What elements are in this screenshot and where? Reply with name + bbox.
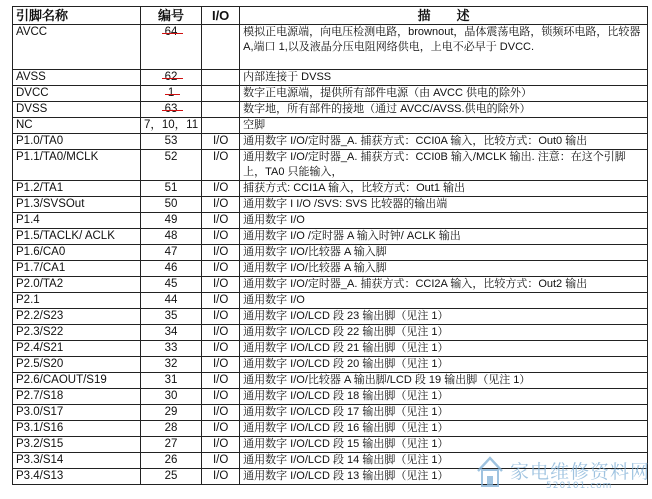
watermark-title: 家电维修资料网 bbox=[510, 461, 651, 483]
description-cell: 通用数字 I/O/定时器_A. 捕获方式：CCI0A 输入，比较方式：Out0 输出 bbox=[240, 134, 648, 150]
header-io: I/O bbox=[202, 7, 240, 25]
description-cell: 通用数字 I/O/定时器_A. 捕获方式：CCI0B 输入/MCLK 输出. 注意：在这个引脚上，TA0 只能输入， bbox=[240, 150, 648, 181]
pin-name-cell: P1.1/TA0/MCLK bbox=[13, 150, 141, 181]
io-cell: I/O bbox=[202, 372, 240, 388]
pin-name-cell: P2.4/S21 bbox=[13, 340, 141, 356]
pin-name-cell: P2.2/S23 bbox=[13, 308, 141, 324]
io-cell: I/O bbox=[202, 134, 240, 150]
pin-number-cell: 45 bbox=[141, 276, 202, 292]
pin-number-cell bbox=[141, 102, 202, 118]
description-cell: 模拟正电源端，向电压检测电路，brownout，晶体震荡电路，锁频环电路，比较器 A,端口 1,以及液晶分压电阻网络供电，上电不必早于 DVCC. bbox=[240, 25, 648, 70]
table-row bbox=[13, 340, 648, 356]
table-row bbox=[13, 372, 648, 388]
description-cell: 通用数字 I/O/LCD 段 14 输出脚（见注 1） bbox=[240, 452, 648, 468]
table-row bbox=[13, 436, 648, 452]
pin-number-cell: 51 bbox=[141, 180, 202, 196]
io-cell: I/O bbox=[202, 150, 240, 181]
pin-number-cell: 29 bbox=[141, 404, 202, 420]
table-row bbox=[13, 292, 648, 308]
io-cell: I/O bbox=[202, 260, 240, 276]
description-cell: 通用数字 I/O /定时器 A 输入时钟/ ACLK 输出 bbox=[240, 228, 648, 244]
pin-name-cell: DVCC bbox=[13, 86, 141, 102]
io-cell bbox=[202, 118, 240, 134]
description-cell: 通用数字 I/O/LCD 段 17 输出脚（见注 1） bbox=[240, 404, 648, 420]
pin-number-cell: 26 bbox=[141, 452, 202, 468]
pin-name-cell: P2.0/TA2 bbox=[13, 276, 141, 292]
pin-name-cell: NC bbox=[13, 118, 141, 134]
io-cell: I/O bbox=[202, 244, 240, 260]
pin-number-cell: 32 bbox=[141, 356, 202, 372]
pin-name-cell: P3.3/S14 bbox=[13, 452, 141, 468]
table-row bbox=[13, 420, 648, 436]
description-cell: 通用数字 I/O/LCD 段 22 输出脚（见注 1） bbox=[240, 324, 648, 340]
pin-number-cell: 35 bbox=[141, 308, 202, 324]
pin-name-cell: P3.0/S17 bbox=[13, 404, 141, 420]
pin-number-cell: 44 bbox=[141, 292, 202, 308]
pin-name-cell: P1.6/CA0 bbox=[13, 244, 141, 260]
description-cell: 数字地，所有部件的接地（通过 AVCC/AVSS.供电的除外） bbox=[240, 102, 648, 118]
header-pin-name: 引脚名称 bbox=[13, 7, 141, 25]
pin-number-cell: 30 bbox=[141, 388, 202, 404]
description-cell: 通用数字 I/O/LCD 段 21 输出脚（见注 1） bbox=[240, 340, 648, 356]
table-row bbox=[13, 404, 648, 420]
pin-name-cell: P2.6/CAOUT/S19 bbox=[13, 372, 141, 388]
table-row bbox=[13, 308, 648, 324]
header-description: 描 述 bbox=[240, 7, 648, 25]
table-row bbox=[13, 196, 648, 212]
pin-name-cell: AVCC bbox=[13, 25, 141, 70]
io-cell bbox=[202, 86, 240, 102]
pin-name-cell: P1.5/TACLK/ ACLK bbox=[13, 228, 141, 244]
description-cell: 通用数字 I/O bbox=[240, 292, 648, 308]
table-row bbox=[13, 276, 648, 292]
io-cell: I/O bbox=[202, 468, 240, 484]
table-row bbox=[13, 102, 648, 118]
description-cell: 内部连接于 DVSS bbox=[240, 70, 648, 86]
pin-name-cell: P1.4 bbox=[13, 212, 141, 228]
table-row bbox=[13, 70, 648, 86]
pin-number-cell: 50 bbox=[141, 196, 202, 212]
io-cell: I/O bbox=[202, 180, 240, 196]
table-row bbox=[13, 212, 648, 228]
pin-name-cell: P3.4/S13 bbox=[13, 468, 141, 484]
table-row bbox=[13, 324, 648, 340]
table-row bbox=[13, 244, 648, 260]
watermark-url: 520101.com bbox=[546, 481, 613, 491]
table-row bbox=[13, 260, 648, 276]
description-cell: 通用数字 I I/O /SVS: SVS 比较器的输出端 bbox=[240, 196, 648, 212]
pin-number-cell: 52 bbox=[141, 150, 202, 181]
io-cell: I/O bbox=[202, 356, 240, 372]
house-logo-icon bbox=[476, 455, 504, 489]
description-cell: 通用数字 I/O/LCD 段 20 输出脚（见注 1） bbox=[240, 356, 648, 372]
description-cell: 通用数字 I/O bbox=[240, 212, 648, 228]
pin-number-cell: 34 bbox=[141, 324, 202, 340]
description-cell: 通用数字 I/O/比较器 A 输出脚/LCD 段 19 输出脚（见注 1） bbox=[240, 372, 648, 388]
pin-name-cell: AVSS bbox=[13, 70, 141, 86]
pin-number-cell: 46 bbox=[141, 260, 202, 276]
table-row bbox=[13, 25, 648, 70]
pin-number-cell: 31 bbox=[141, 372, 202, 388]
pin-number-annotated: 1 bbox=[167, 87, 175, 100]
description-cell: 通用数字 I/O/LCD 段 16 输出脚（见注 1） bbox=[240, 420, 648, 436]
io-cell: I/O bbox=[202, 276, 240, 292]
pin-number-cell: 47 bbox=[141, 244, 202, 260]
pin-number-cell bbox=[141, 25, 202, 70]
io-cell: I/O bbox=[202, 196, 240, 212]
io-cell: I/O bbox=[202, 308, 240, 324]
io-cell: I/O bbox=[202, 404, 240, 420]
description-cell: 通用数字 I/O/LCD 段 18 输出脚（见注 1） bbox=[240, 388, 648, 404]
pin-name-cell: P1.3/SVSOut bbox=[13, 196, 141, 212]
io-cell: I/O bbox=[202, 436, 240, 452]
pin-number-cell bbox=[141, 86, 202, 102]
description-cell: 通用数字 I/O/LCD 段 15 输出脚（见注 1） bbox=[240, 436, 648, 452]
description-cell: 通用数字 I/O/比较器 A 输入脚 bbox=[240, 244, 648, 260]
pin-number-annotated: 64 bbox=[164, 26, 178, 38]
pin-number-annotated: 63 bbox=[164, 103, 178, 116]
description-cell: 空脚 bbox=[240, 118, 648, 134]
watermark bbox=[476, 453, 651, 497]
table-row bbox=[13, 118, 648, 134]
io-cell bbox=[202, 25, 240, 70]
io-cell: I/O bbox=[202, 340, 240, 356]
io-cell: I/O bbox=[202, 324, 240, 340]
io-cell: I/O bbox=[202, 292, 240, 308]
io-cell: I/O bbox=[202, 212, 240, 228]
pin-number-cell: 7，10，11 bbox=[141, 118, 202, 134]
pin-number-cell bbox=[141, 70, 202, 86]
io-cell bbox=[202, 70, 240, 86]
description-cell: 捕获方式: CCI1A 输入，比较方式：Out1 输出 bbox=[240, 180, 648, 196]
pin-number-annotated: 62 bbox=[164, 71, 178, 84]
pin-name-cell: P1.7/CA1 bbox=[13, 260, 141, 276]
io-cell: I/O bbox=[202, 452, 240, 468]
pin-name-cell: DVSS bbox=[13, 102, 141, 118]
pin-name-cell: P2.5/S20 bbox=[13, 356, 141, 372]
table-row bbox=[13, 86, 648, 102]
pin-number-cell: 49 bbox=[141, 212, 202, 228]
pin-number-cell: 48 bbox=[141, 228, 202, 244]
io-cell bbox=[202, 102, 240, 118]
header-row bbox=[13, 7, 648, 25]
pin-number-cell: 27 bbox=[141, 436, 202, 452]
pin-name-cell: P2.1 bbox=[13, 292, 141, 308]
pin-name-cell: P3.2/S15 bbox=[13, 436, 141, 452]
description-cell: 通用数字 I/O/LCD 段 13 输出脚（见注 1） bbox=[240, 468, 648, 484]
table-row bbox=[13, 134, 648, 150]
pin-name-cell: P3.1/S16 bbox=[13, 420, 141, 436]
pin-number-cell: 33 bbox=[141, 340, 202, 356]
table-row bbox=[13, 180, 648, 196]
header-pin-number: 编号 bbox=[141, 7, 202, 25]
pin-name-cell: P2.3/S22 bbox=[13, 324, 141, 340]
pin-name-cell: P2.7/S18 bbox=[13, 388, 141, 404]
description-cell: 通用数字 I/O/定时器_A. 捕获方式：CCI2A 输入，比较方式：Out2 输出 bbox=[240, 276, 648, 292]
description-cell: 数字正电源端，提供所有部件电源（由 AVCC 供电的除外） bbox=[240, 86, 648, 102]
pin-number-cell: 28 bbox=[141, 420, 202, 436]
table-row bbox=[13, 150, 648, 181]
pin-number-cell: 53 bbox=[141, 134, 202, 150]
pin-table-body bbox=[13, 25, 651, 485]
description-cell: 通用数字 I/O/LCD 段 23 输出脚（见注 1） bbox=[240, 308, 648, 324]
io-cell: I/O bbox=[202, 420, 240, 436]
io-cell: I/O bbox=[202, 388, 240, 404]
pin-table bbox=[12, 6, 651, 485]
io-cell: I/O bbox=[202, 228, 240, 244]
table-row bbox=[13, 356, 648, 372]
pin-number-cell: 25 bbox=[141, 468, 202, 484]
table-row bbox=[13, 388, 648, 404]
pin-name-cell: P1.0/TA0 bbox=[13, 134, 141, 150]
description-cell: 通用数字 I/O/比较器 A 输入脚 bbox=[240, 260, 648, 276]
pin-name-cell: P1.2/TA1 bbox=[13, 180, 141, 196]
table-row bbox=[13, 228, 648, 244]
